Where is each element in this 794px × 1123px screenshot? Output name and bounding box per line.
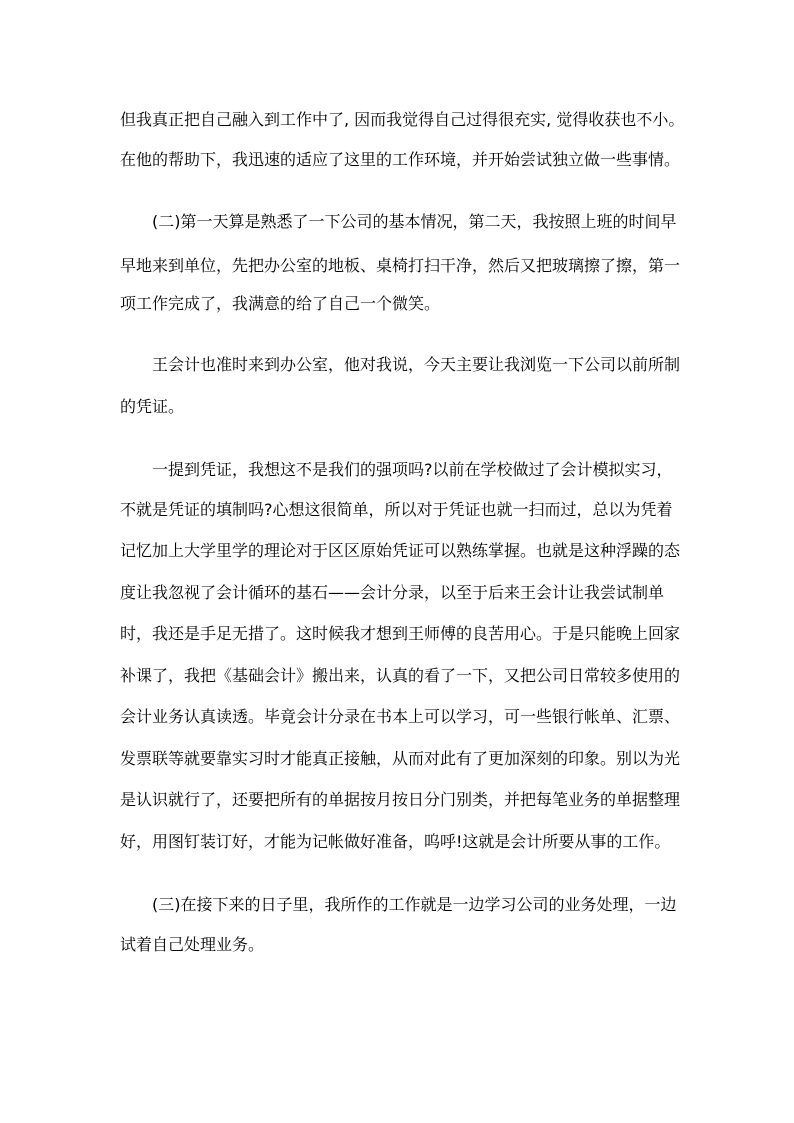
paragraph-2-line-3: 项工作完成了，我满意的给了自己一个微笑。 bbox=[120, 294, 441, 313]
paragraph-4-line-3: 记忆加上大学里学的理论对于区区原始凭证可以熟练掌握。也就是这种浮躁的态 bbox=[120, 541, 681, 560]
paragraph-4-line-10: 好，用图钉装订好，才能为记帐做好准备，呜呼!这就是会计所要从事的工作。 bbox=[120, 832, 671, 851]
paragraph-4-line-6: 补课了，我把《基础会计》搬出来，认真的看了一下，又把公司日常较多使用的 bbox=[120, 666, 681, 685]
paragraph-4-line-4: 度让我忽视了会计循环的基石——会计分录，以至于后来王会计让我尝试制单 bbox=[120, 583, 665, 602]
paragraph-3-line-1: 王会计也准时来到办公室，他对我说，今天主要让我浏览一下公司以前所制 bbox=[152, 355, 681, 374]
paragraph-1-line-1: 但我真正把自己融入到工作中了, 因而我觉得自己过得很充实, 觉得收获也不小。 bbox=[120, 110, 685, 129]
paragraph-4-line-2: 不就是凭证的填制吗?心想这很简单，所以对于凭证也就一扫而过，总以为凭着 bbox=[120, 500, 673, 519]
paragraph-5-line-1: (三)在接下来的日子里，我所作的工作就是一边学习公司的业务处理，一边 bbox=[152, 895, 677, 914]
paragraph-2-line-1: (二)第一天算是熟悉了一下公司的基本情况，第二天，我按照上班的时间早 bbox=[152, 212, 677, 231]
paragraph-5-line-2: 试着自己处理业务。 bbox=[120, 935, 265, 954]
paragraph-4-line-1: 一提到凭证，我想这不是我们的强项吗?以前在学校做过了会计模拟实习， bbox=[152, 460, 673, 479]
paragraph-2-line-2: 早地来到单位，先把办公室的地板、桌椅打扫干净，然后又把玻璃擦了擦，第一 bbox=[120, 256, 681, 275]
paragraph-4-line-5: 时，我还是手足无措了。这时候我才想到王师傅的良苦用心。于是只能晚上回家 bbox=[120, 624, 681, 643]
paragraph-4-line-9: 是认识就行了，还要把所有的单据按月按日分门别类，并把每笔业务的单据整理 bbox=[120, 790, 681, 809]
paragraph-1-line-2: 在他的帮助下，我迅速的适应了这里的工作环境，并开始尝试独立做一些事情。 bbox=[120, 150, 681, 169]
paragraph-3-line-2: 的凭证。 bbox=[120, 397, 185, 416]
paragraph-4-line-7: 会计业务认真读透。毕竟会计分录在书本上可以学习，可一些银行帐单、汇票、 bbox=[120, 707, 681, 726]
paragraph-4-line-8: 发票联等就要靠实习时才能真正接触，从而对此有了更加深刻的印象。别以为光 bbox=[120, 749, 681, 768]
